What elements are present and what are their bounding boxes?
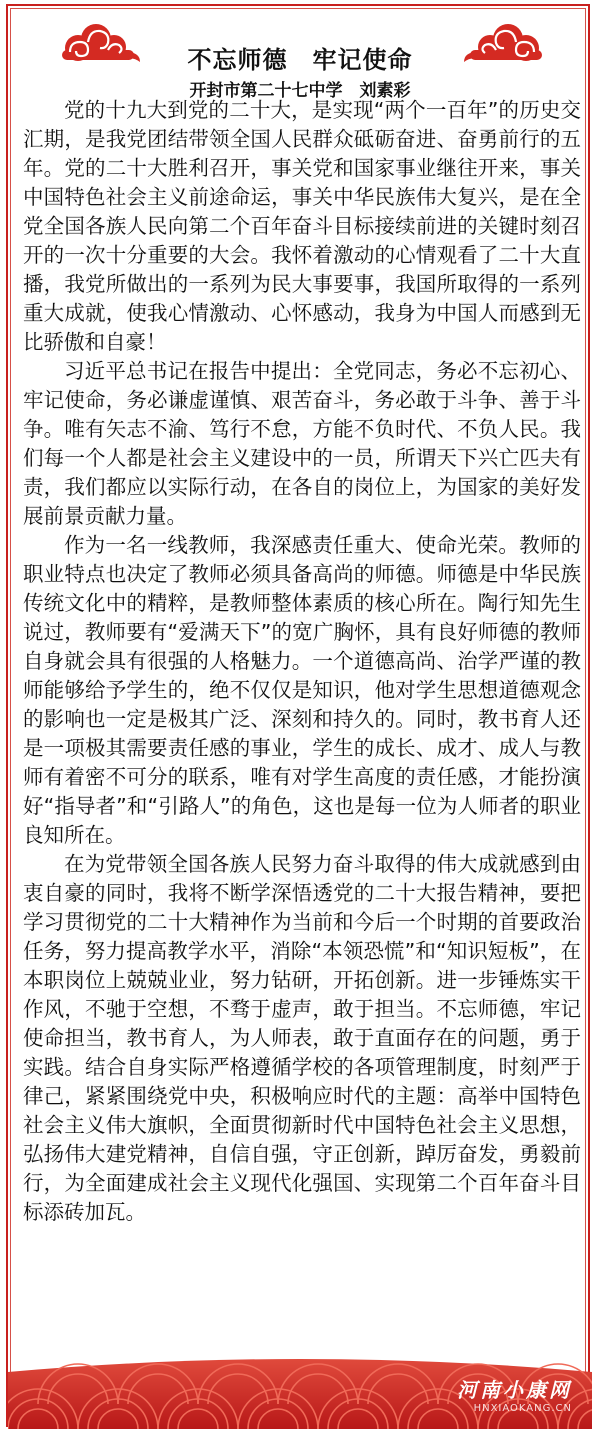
article-body — [23, 96, 581, 1227]
paragraph: 在为党带领全国各族人民努力奋斗取得的伟大成就感到由衷自豪的同时，我将不断学深悟透党的二十大报告精神，要把学习贯彻党的二十大精神作为当前和今后一个时期的首要政治任务，努力提高教学水平，消除“本领恐慌”和“知识短板”，在本职岗位上兢兢业业，努力钻研，开拓创新。进一步锤炼实干作风，不驰于空想，不骛于虚声，敢于担当。不忘师德，牢记使命担当，教书育人，为人师表，敢于直面存在的问题，勇于实践。结合自身实际严格遵循学校的各项管理制度，时刻严于律己，紧紧围绕党中央，积极响应时代的主题：高举中国特色社会主义伟大旗帜，全面贯彻新时代中国特色社会主义思想，弘扬伟大建党精神，自信自强，守正创新，踔厉奋发，勇毅前行，为全面建成社会主义现代化强国、实现第二个百年奋斗目标添砖加瓦。 — [23, 852, 581, 1224]
paragraph: 习近平总书记在报告中提出：全党同志，务必不忘初心、牢记使命，务必谦虚谨慎、艰苦奋斗，务必敢于斗争、善于斗争。唯有矢志不渝、笃行不怠，方能不负时代、不负人民。我们每一个人都是社会主义建设中的一员，所谓天下兴亡匹夫有责，我们都应以实际行动，在各自的岗位上，为国家的美好发展前景贡献力量。 — [23, 359, 581, 528]
site-watermark — [457, 1374, 572, 1414]
article-title: 不忘师德 牢记使命 — [187, 45, 413, 74]
paragraph: 作为一名一线教师，我深感责任重大、使命光荣。教师的职业特点也决定了教师必须具备高尚的师德。师德是中华民族传统文化中的精粹，是教师整体素质的核心所在。陶行知先生说过，教师要有“爱满天下”的宽广胸怀，具有良好师德的教师自身就会具有很强的人格魅力。一个道德高尚、治学严谨的教师能够给予学生的，绝不仅仅是知识，他对学生思想道德观念的影响也一定是极其广泛、深刻和持久的。同时，教书育人还是一项极其需要责任感的事业，学生的成长、成才、成人与教师有着密不可分的联系，唯有对学生高度的责任感，才能扮演好“指导者”和“引路人”的角色，这也是每一位为人师者的职业良知所在。 — [23, 533, 581, 847]
paragraph: 党的十九大到党的二十大，是实现“两个一百年”的历史交汇期，是我党团结带领全国人民群众砥砺奋进、奋勇前行的五年。党的二十大胜利召开，事关党和国家事业继往开来，事关中国特色社会主义前途命运，事关中华民族伟大复兴，是在全党全国各族人民向第二个百年奋斗目标接续前进的关键时刻召开的一次十分重要的大会。我怀着激动的心情观看了二十大直播，我党所做出的一系列为民大事要事，我国所取得的一系列重大成就，使我心情激动、心怀感动，我身为中国人而感到无比骄傲和自豪！ — [23, 98, 581, 354]
watermark-site-url: HNXIAOKANG.CN — [473, 1403, 572, 1414]
author-line: 开封市第二十七中学 刘素彩 — [189, 81, 411, 101]
watermark-site-name: 河南小康网 — [457, 1378, 572, 1402]
